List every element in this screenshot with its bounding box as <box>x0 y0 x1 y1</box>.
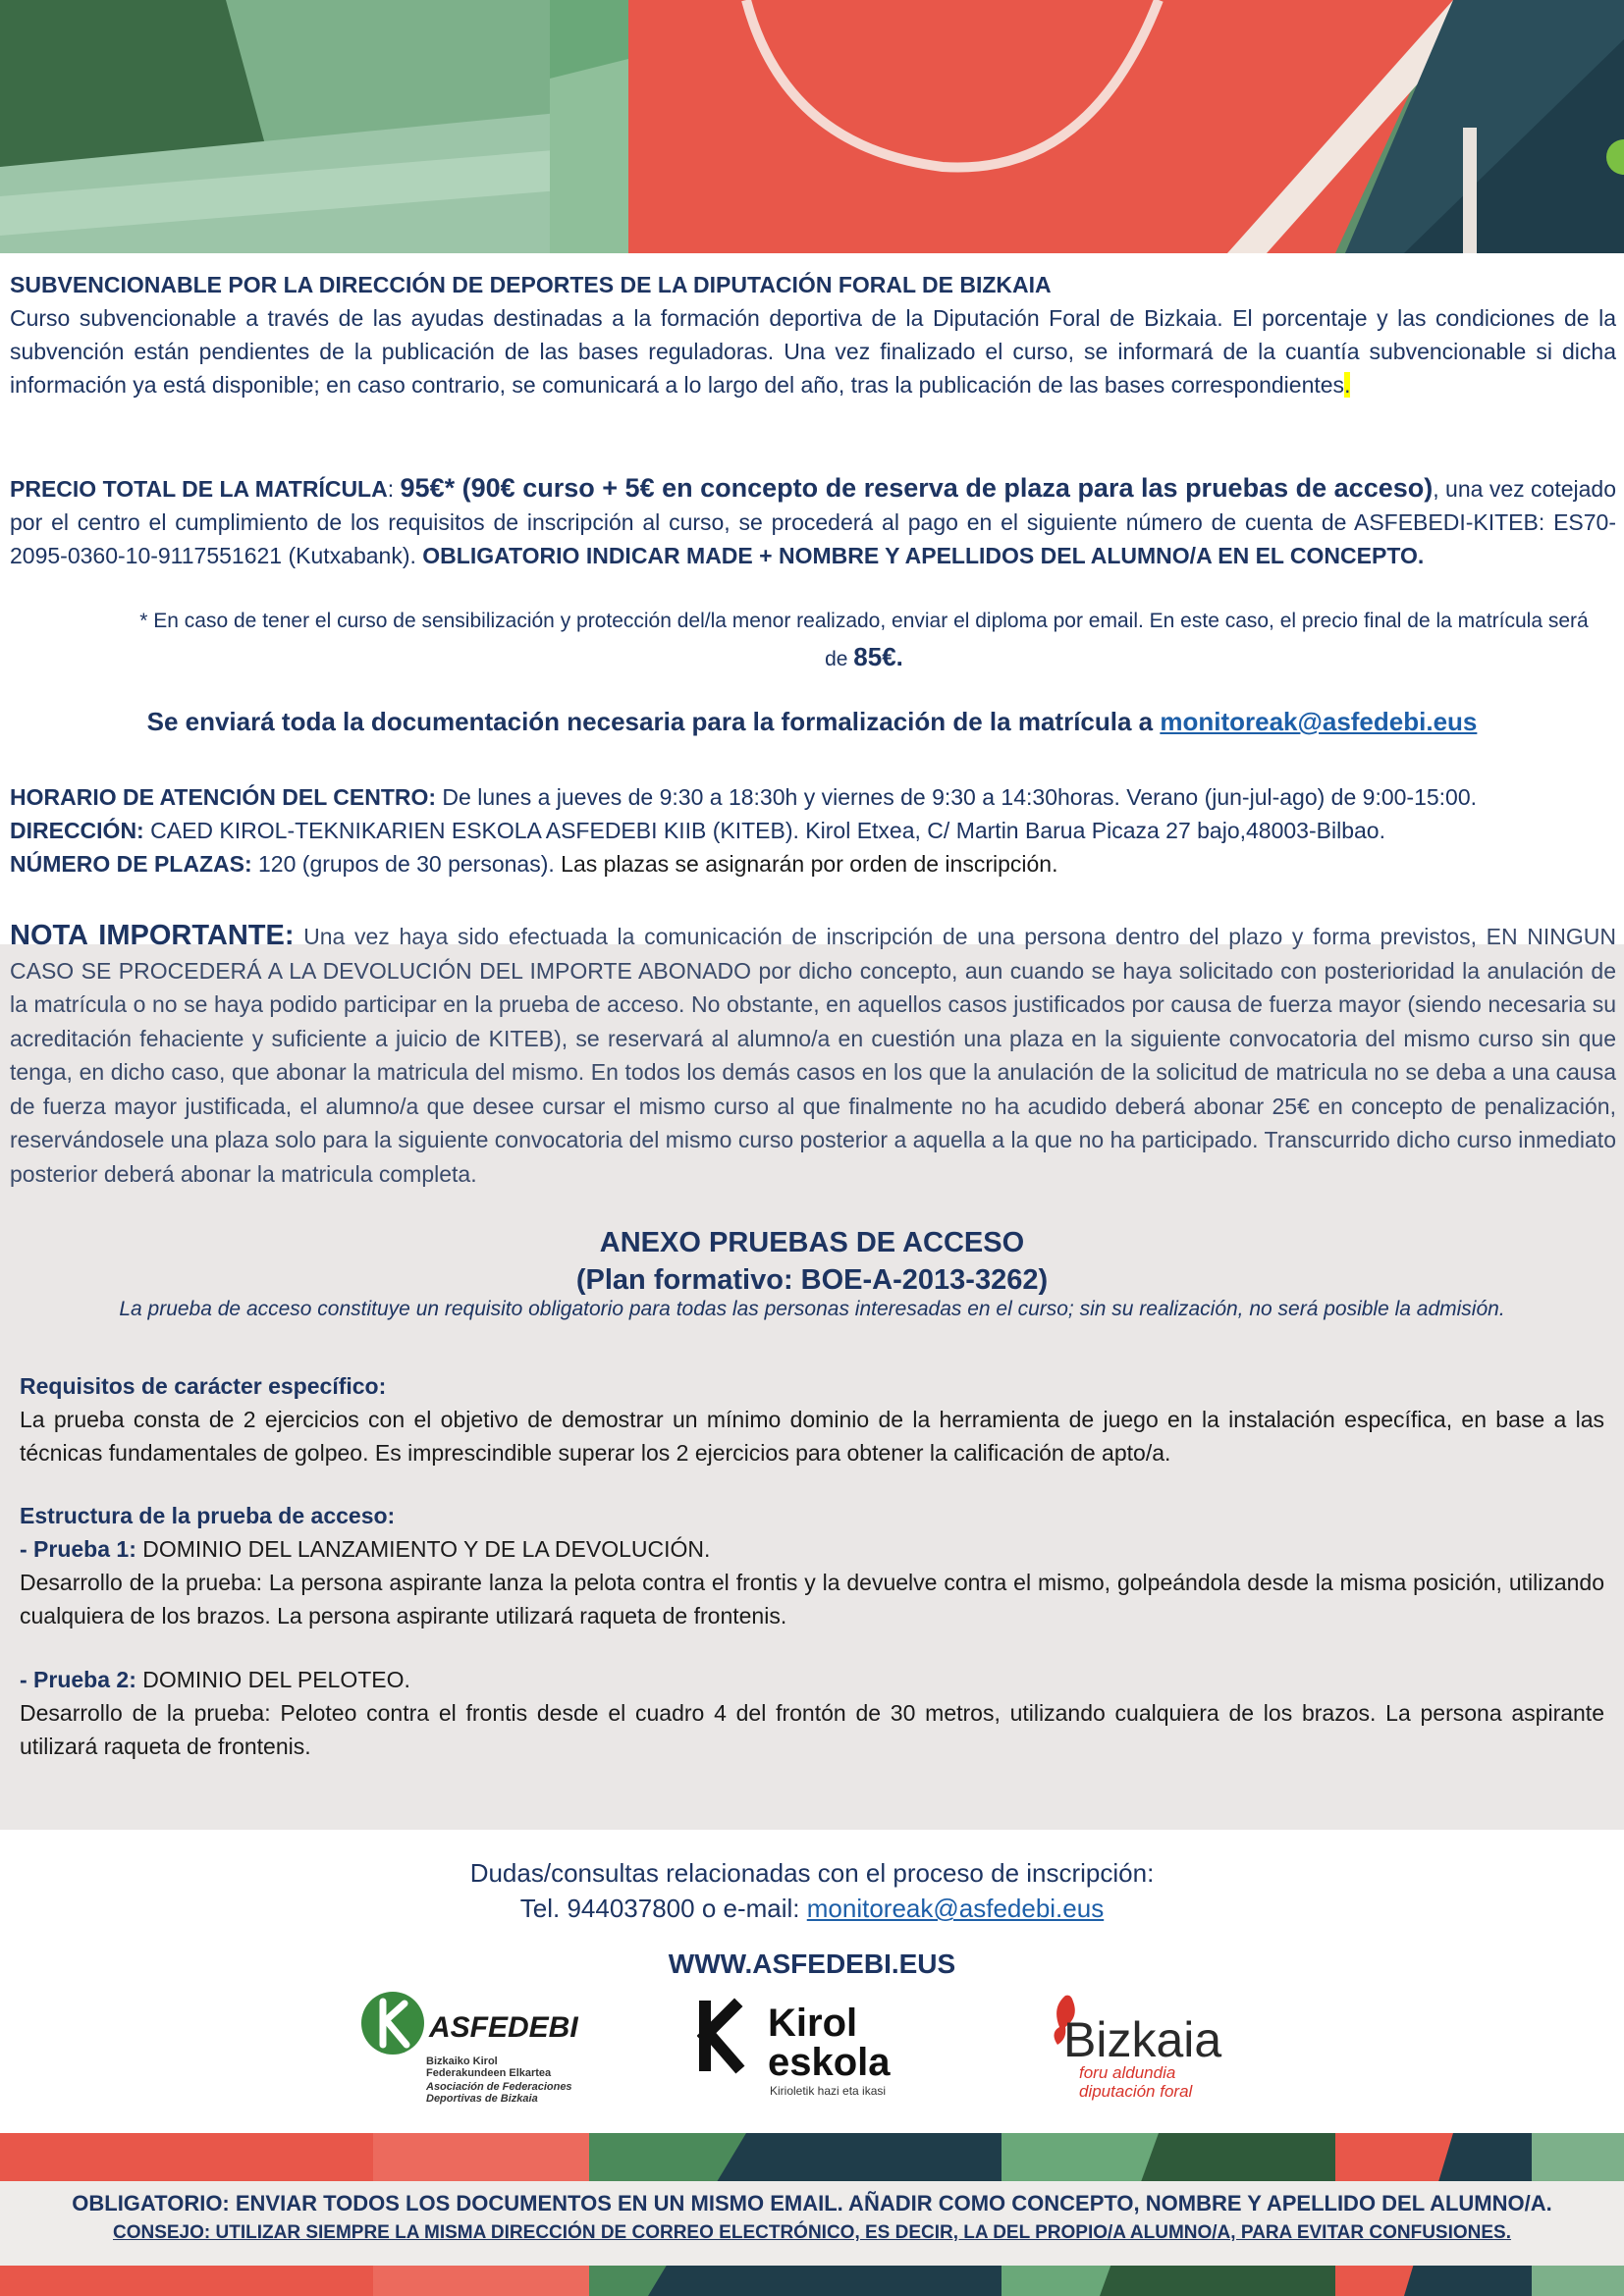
documentacion-line <box>0 707 1624 737</box>
prueba2-heading <box>20 1663 1604 1696</box>
kirol-eskola-logo <box>697 1993 933 2101</box>
contact-email-link[interactable]: monitoreak@asfedebi.eus <box>806 1894 1105 1923</box>
prueba2-desc: Desarrollo de la prueba: Peloteo contra el frontis desde el cuadro 4 del frontón de 30 metros, utilizando cualquiera de los brazos. La persona aspirante utilizará raqueta de frontenis. <box>20 1700 1604 1759</box>
precio-text: , una vez cotejado por el centro el cumplimiento de los requisitos de inscripción al curso, se procederá al pago en el siguiente número de cuenta de ASFEBEDI-KITEB: ES70-2095-0360-10-9117551621 (Kutxabank). <box>10 476 1617 568</box>
estructura-title: Estructura de la prueba de acceso: <box>20 1503 396 1528</box>
nota-importante <box>10 919 1616 1191</box>
prueba1-name: DOMINIO DEL LANZAMIENTO Y DE LA DEVOLUCIÓN. <box>135 1536 711 1562</box>
precio-block <box>10 471 1616 572</box>
subvencion-body <box>10 301 1616 401</box>
requisitos-body: La prueba consta de 2 ejercicios con el objetivo de demostrar un mínimo dominio de la herramienta de juego en la instalación específica, en base a las técnicas fundamentales de golpeo. Es imprescindible superar los 2 ejercicios para obtener la calificación de apto/a. <box>20 1407 1604 1466</box>
requisitos-title: Requisitos de carácter específico: <box>20 1373 387 1399</box>
kirol-logo-tagline: Kirioletik hazi eta ikasi <box>770 2084 887 2098</box>
documentacion-email-link[interactable]: monitoreak@asfedebi.eus <box>1160 707 1478 736</box>
prueba2-name: DOMINIO DEL PELOTEO. <box>135 1667 410 1692</box>
precio-obligatorio: OBLIGATORIO INDICAR MADE + NOMBRE Y APELLIDOS DEL ALUMNO/A EN EL CONCEPTO. <box>422 543 1425 568</box>
bizkaia-logo-line2: diputación foral <box>1079 2082 1193 2101</box>
bizkaia-logo <box>1046 1988 1281 2106</box>
asfedebi-logo <box>355 1988 601 2106</box>
highlighted-period: . <box>1344 372 1351 398</box>
asfedebi-logo-line1: Bizkaiko Kirol <box>426 2056 498 2067</box>
asfedebi-logo-line2: Federakundeen Elkartea <box>426 2067 552 2079</box>
precio-amount: 95€* <box>400 473 456 503</box>
bizkaia-logo-line1: foru aldundia <box>1079 2063 1176 2082</box>
plazas-line <box>10 847 1616 881</box>
precio-label: PRECIO TOTAL DE LA MATRÍCULA <box>10 476 388 502</box>
documentacion-text: Se enviará toda la documentación necesaria para la formalización de la matrícula a <box>146 707 1161 736</box>
anexo-title: ANEXO PRUEBAS DE ACCESO <box>599 1227 1025 1258</box>
precio-note <box>137 604 1591 677</box>
prueba2-label: - Prueba 2: <box>20 1667 136 1692</box>
plazas-label: NÚMERO DE PLAZAS: <box>10 851 252 877</box>
kirol-logo-line1: Kirol <box>768 2002 858 2045</box>
contact-block <box>0 1855 1624 1926</box>
contact-line1: Dudas/consultas relacionadas con el proceso de inscripción: <box>469 1858 1155 1888</box>
footer-obligatorio: OBLIGATORIO: ENVIAR TODOS LOS DOCUMENTOS EN UN MISMO EMAIL. AÑADIR COMO CONCEPTO, NOMBRE Y APELLIDO DEL ALUMNO/A. <box>72 2191 1552 2216</box>
asfedebi-logo-line4: Deportivas de Bizkaia <box>426 2093 538 2105</box>
horario-line <box>10 780 1616 814</box>
website-link[interactable]: WWW.ASFEDEBI.EUS <box>668 1949 956 1979</box>
estructura-block <box>20 1499 1604 1632</box>
precio-paren-close: ) <box>1424 473 1434 503</box>
info-block <box>10 780 1616 881</box>
prueba2-block <box>20 1663 1604 1763</box>
horario-value: De lunes a jueves de 9:30 a 18:30h y viernes de 9:30 a 14:30horas. Verano (jun-jul-ago) de 9:00-15:00. <box>436 784 1478 810</box>
plazas-extra: Las plazas se asignarán por orden de inscripción. <box>561 851 1058 877</box>
anexo-subtitle: La prueba de acceso constituye un requisito obligatorio para todas las personas interesadas en el curso; sin su realización, no será posible la admisión. <box>119 1298 1505 1320</box>
precio-detail: 90€ curso + 5€ en concepto de reserva de plaza para las pruebas de acceso <box>470 473 1425 503</box>
kirol-logo-line2: eskola <box>768 2041 891 2084</box>
horario-label: HORARIO DE ATENCIÓN DEL CENTRO: <box>10 784 437 810</box>
contact-tel: Tel. 944037800 o e-mail: <box>519 1894 807 1923</box>
subvencion-body-text: Curso subvencionable a través de las ayudas destinadas a la formación deportiva de la Diputación Foral de Bizkaia. El porcentaje y las condiciones de la subvención están pendientes de la publicación de las bases reguladoras. Una vez finalizado el curso, se informará de la cuantía subvencionable si dicha información ya está disponible; en caso contrario, se comunicará a lo largo del año, tras la publicación de las bases correspondientes <box>10 305 1616 398</box>
top-decorative-banner <box>0 0 1624 253</box>
prueba1-label: - Prueba 1: <box>20 1536 136 1562</box>
asfedebi-logo-line3: Asociación de Federaciones <box>426 2081 572 2093</box>
bizkaia-logo-name: Bizkaia <box>1063 2012 1222 2067</box>
contact-line2 <box>0 1891 1624 1926</box>
nota-body: Una vez haya sido efectuada la comunicación de inscripción de una persona dentro del plazo y forma previstos, EN NINGUN CASO SE PROCEDERÁ A LA DEVOLUCIÓN DEL IMPORTE ABONADO por dicho concepto, aun cuando se haya solicitado con posterioridad la anulación de la matrícula o no se haya podido participar en la prueba de acceso. No obstante, en aquellos casos justificados por causa de fuerza mayor (siendo necesaria su acreditación fehaciente y suficiente a juicio de KITEB), se reservará al alumno/a en cuestión una plaza en la siguiente convocatoria del mismo curso sin que tenga, en dicho caso, que abonar la matricula del mismo. En todos los demás casos en los que la anulación de la solicitud de matricula no se deba a una causa de fuerza mayor justificada, el alumno/a que desee cursar el mismo curso al que finalmente no ha acudido deberá abonar 25€ en concepto de penalización, reservándosele una plaza solo para la siguiente convocatoria del mismo curso posterior a aquella a la que no ha participado. Transcurrido dicho curso inmediato posterior deberá abonar la matricula completa. <box>10 924 1616 1187</box>
direccion-label: DIRECCIÓN: <box>10 818 144 843</box>
precio-note-price: 85€. <box>853 642 903 671</box>
requisitos-block <box>20 1369 1604 1469</box>
precio-note-text: * En caso de tener el curso de sensibilización y protección del/la menor realizado, enviar el diploma por email. En este caso, el precio final de la matrícula será de <box>139 610 1589 670</box>
direccion-line <box>10 814 1616 847</box>
footer-consejo: CONSEJO: UTILIZAR SIEMPRE LA MISMA DIRECCIÓN DE CORREO ELECTRÓNICO, ES DECIR, LA DEL PROPIO/A ALUMNO/A, PARA EVITAR CONFUSIONES. <box>112 2222 1512 2243</box>
anexo-title-block <box>0 1224 1624 1299</box>
prueba1-desc: Desarrollo de la prueba: La persona aspirante lanza la pelota contra el frontis y la devuelve contra el mismo, golpeándola desde la misma posición, utilizando cualquiera de los brazos. La persona aspirante utilizará raqueta de frontenis. <box>20 1570 1604 1629</box>
precio-paren-open: ( <box>455 473 471 503</box>
prueba1-heading <box>20 1532 1604 1566</box>
anexo-plan: (Plan formativo: BOE-A-2013-3262) <box>575 1264 1049 1296</box>
subvencion-title: SUBVENCIONABLE POR LA DIRECCIÓN DE DEPORTES DE LA DIPUTACIÓN FORAL DE BIZKAIA <box>10 272 1052 297</box>
plazas-value: 120 (grupos de 30 personas). <box>251 851 562 877</box>
precio-colon: : <box>387 476 401 502</box>
asfedebi-logo-name: ASFEDEBI <box>429 2011 578 2044</box>
direccion-value: CAED KIROL-TEKNIKARIEN ESKOLA ASFEDEBI KIIB (KITEB). Kirol Etxea, C/ Martin Barua Picaza 27 bajo,48003-Bilbao. <box>143 818 1385 843</box>
nota-title: NOTA IMPORTANTE: <box>10 920 295 951</box>
